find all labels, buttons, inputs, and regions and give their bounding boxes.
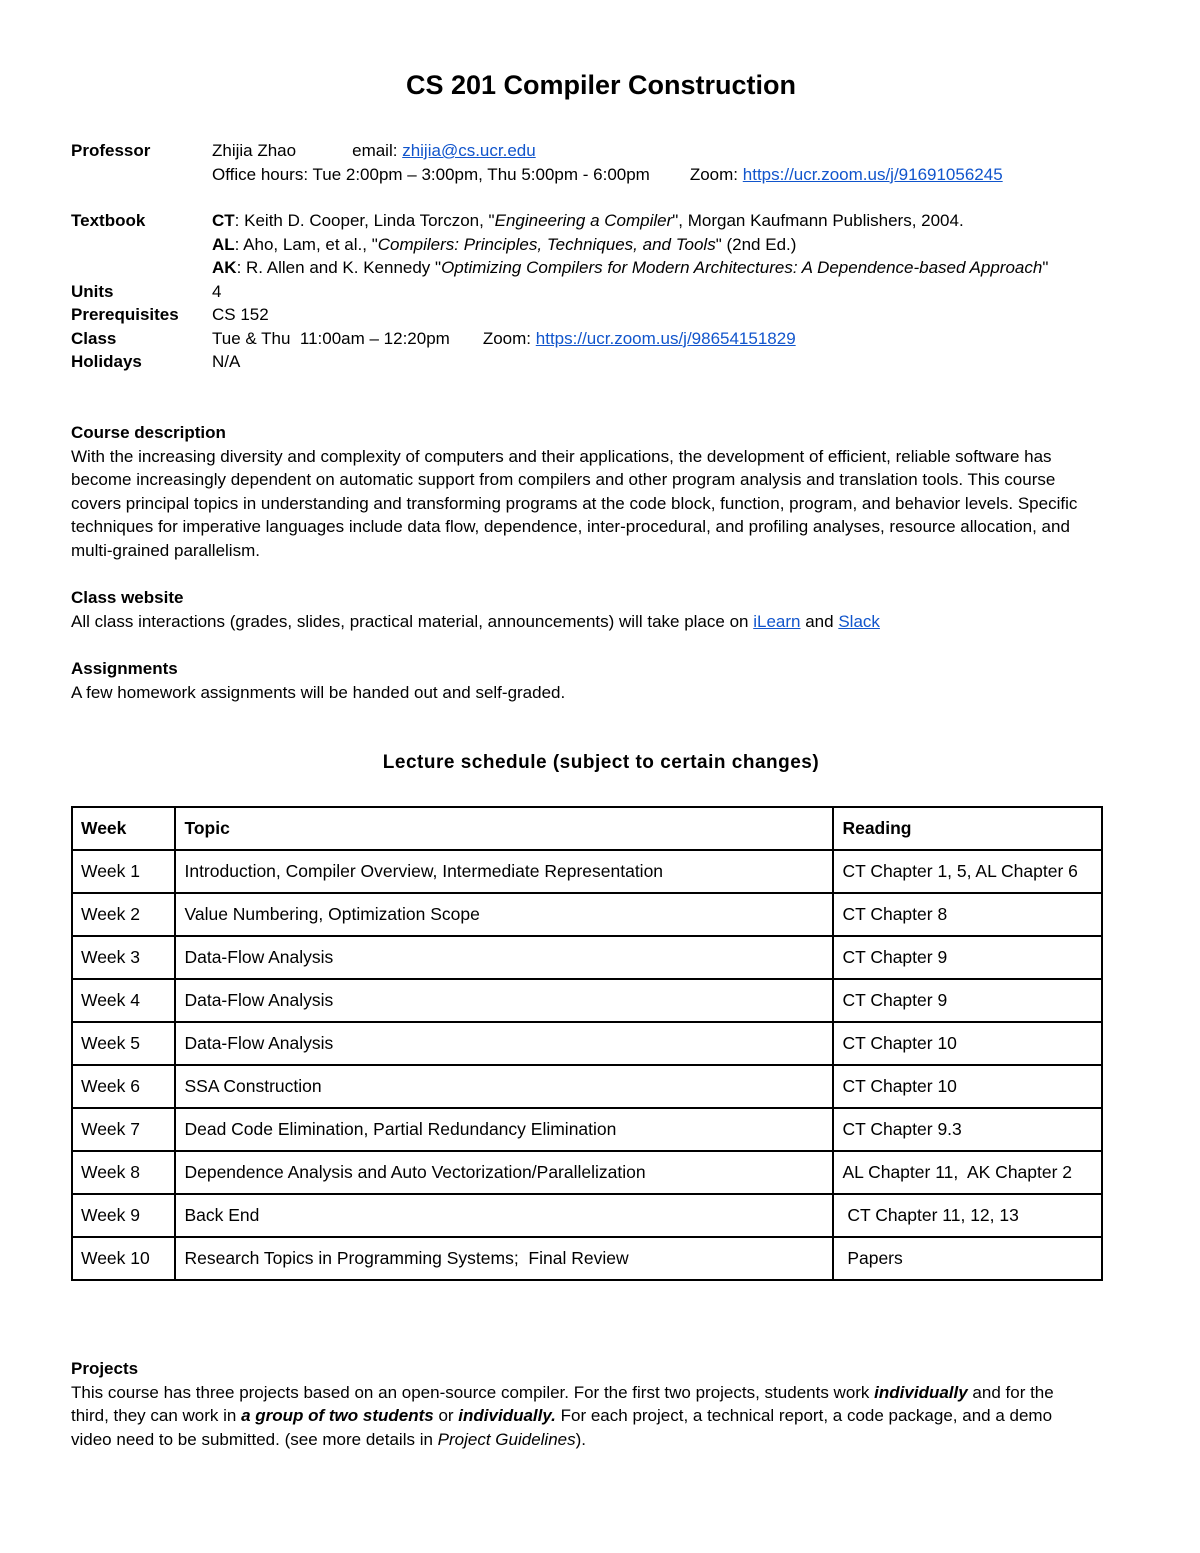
holidays-value: N/A — [212, 352, 241, 371]
class-website-section — [71, 586, 1121, 633]
textbook-ct-publisher: ", Morgan Kaufmann Publishers, 2004. — [672, 211, 964, 230]
projects-line-3 — [71, 1428, 1111, 1452]
schedule-table — [71, 806, 1103, 1281]
table-row — [72, 893, 1102, 936]
projects-emphasis: a group of two students — [241, 1406, 434, 1425]
class-label: Class — [71, 328, 117, 348]
project-guidelines-ref: Project Guidelines — [437, 1429, 576, 1449]
textbook-ct-authors: : Keith D. Cooper, Linda Torczon, " — [234, 211, 495, 230]
projects-text: This course has three projects based on an open-source compiler. For the first two projects, students work — [71, 1382, 875, 1402]
textbook-label: Textbook — [71, 211, 146, 230]
textbook-al-edition: " (2nd Ed.) — [715, 234, 797, 254]
reading-cell: CT Chapter 9 — [833, 979, 1102, 1022]
office-hours-zoom-link[interactable]: https://ucr.zoom.us/j/91691056245 — [742, 164, 1003, 184]
textbook-ak-row — [71, 256, 1131, 280]
holidays-label: Holidays — [71, 352, 142, 371]
textbook-ak-title: Optimizing Compilers for Modern Architectures: A Dependence-based Approach — [441, 258, 1043, 277]
assignments-text: A few homework assignments will be handed out and self-graded. — [71, 682, 566, 702]
topic-cell: Dependence Analysis and Auto Vectorization/Parallelization — [175, 1151, 833, 1194]
class-website-text: All class interactions (grades, slides, practical material, announcements) will take place on — [71, 611, 749, 631]
course-description-line: With the increasing diversity and complexity of computers and their applications, the development of efficient, reliable software has — [71, 446, 1052, 466]
textbook-ct-code: CT — [212, 211, 235, 230]
holidays-row — [71, 350, 1131, 374]
table-row — [72, 936, 1102, 979]
table-row — [72, 1237, 1102, 1280]
column-header-week: Week — [72, 807, 175, 850]
reading-cell: CT Chapter 8 — [833, 893, 1102, 936]
page-title: CS 201 Compiler Construction — [405, 70, 797, 100]
projects-text: and for the — [967, 1382, 1054, 1402]
textbook-al-code: AL — [212, 234, 235, 254]
reading-cell: Papers — [833, 1237, 1102, 1280]
units-row — [71, 280, 1131, 304]
topic-cell: Data-Flow Analysis — [175, 979, 833, 1022]
topic-cell: Data-Flow Analysis — [175, 936, 833, 979]
schedule-header-row — [72, 807, 1102, 850]
reading-cell: CT Chapter 1, 5, AL Chapter 6 — [833, 850, 1102, 893]
units-value: 4 — [212, 281, 222, 301]
reading-cell: CT Chapter 10 — [833, 1022, 1102, 1065]
zoom-label: Zoom: — [689, 164, 739, 184]
week-cell: Week 8 — [72, 1151, 175, 1194]
office-hours: Office hours: Tue 2:00pm – 3:00pm, Thu 5:00pm - 6:00pm — [212, 164, 650, 184]
course-description-line: become increasingly dependent on automatic support from compilers and other program analysis and translation tools. This course — [71, 470, 1056, 489]
topic-cell: Back End — [175, 1194, 833, 1237]
textbook-al-title: Compilers: Principles, Techniques, and Tools — [377, 234, 716, 254]
course-description-line: multi-grained parallelism. — [71, 540, 260, 560]
projects-text: ). — [575, 1429, 587, 1449]
email-label: email: — [352, 141, 398, 160]
projects-text: video need to be submitted. (see more details in — [71, 1429, 438, 1449]
table-row — [72, 850, 1102, 893]
textbook-ak-authors: : R. Allen and K. Kennedy " — [236, 258, 442, 277]
projects-text: or — [433, 1406, 459, 1425]
projects-emphasis: individually — [874, 1382, 968, 1402]
course-description-line: covers principal topics in understanding and transforming programs at the code block, function, program, and behavior levels. Specific — [71, 493, 1078, 513]
class-website-heading: Class website — [71, 588, 184, 607]
textbook-ak-code: AK — [212, 258, 237, 277]
schedule-body — [72, 850, 1102, 1280]
email-link[interactable]: zhijia@cs.ucr.edu — [402, 141, 536, 160]
slack-link[interactable]: Slack — [838, 611, 880, 631]
professor-name: Zhijia Zhao — [212, 141, 297, 160]
course-description-heading: Course description — [71, 423, 226, 442]
reading-cell: CT Chapter 9 — [833, 936, 1102, 979]
prerequisites-row — [71, 303, 1131, 327]
projects-line-2 — [71, 1404, 1111, 1428]
prerequisites-label: Prerequisites — [71, 305, 179, 324]
topic-cell: Introduction, Compiler Overview, Intermediate Representation — [175, 850, 833, 893]
topic-cell: Dead Code Elimination, Partial Redundancy Elimination — [175, 1108, 833, 1151]
week-cell: Week 10 — [72, 1237, 175, 1280]
topic-cell: Data-Flow Analysis — [175, 1022, 833, 1065]
table-row — [72, 1022, 1102, 1065]
reading-cell: CT Chapter 11, 12, 13 — [833, 1194, 1102, 1237]
table-row — [72, 1108, 1102, 1151]
professor-row — [71, 139, 1131, 163]
projects-section — [71, 1357, 1111, 1451]
column-header-reading: Reading — [833, 807, 1102, 850]
textbook-ct-row — [71, 209, 1131, 233]
class-zoom-link[interactable]: https://ucr.zoom.us/j/98654151829 — [535, 328, 796, 348]
units-label: Units — [71, 281, 114, 301]
class-website-and: and — [805, 611, 834, 631]
reading-cell: CT Chapter 10 — [833, 1065, 1102, 1108]
column-header-topic: Topic — [175, 807, 833, 850]
textbook-al-authors: : Aho, Lam, et al., " — [234, 234, 378, 254]
projects-line-1 — [71, 1381, 1111, 1405]
projects-text: For each project, a technical report, a code package, and a demo — [555, 1406, 1053, 1425]
week-cell: Week 4 — [72, 979, 175, 1022]
projects-emphasis: individually. — [458, 1406, 556, 1425]
textbook-ct-title: Engineering a Compiler — [494, 211, 673, 230]
week-cell: Week 1 — [72, 850, 175, 893]
course-description-line: techniques for imperative languages include data flow, dependence, inter-procedural, and profiling analyses, resource allocation, and — [71, 517, 1070, 536]
projects-heading: Projects — [71, 1359, 139, 1378]
assignments-section — [71, 657, 1121, 704]
topic-cell: Value Numbering, Optimization Scope — [175, 893, 833, 936]
assignments-heading: Assignments — [71, 659, 178, 678]
reading-cell: CT Chapter 9.3 — [833, 1108, 1102, 1151]
projects-text: third, they can work in — [71, 1406, 242, 1425]
class-zoom-label: Zoom: — [482, 328, 532, 348]
week-cell: Week 5 — [72, 1022, 175, 1065]
ilearn-link[interactable]: iLearn — [753, 611, 801, 631]
course-description-section — [71, 421, 1121, 562]
prerequisites-value: CS 152 — [212, 305, 269, 324]
week-cell: Week 3 — [72, 936, 175, 979]
topic-cell: Research Topics in Programming Systems; Final Review — [175, 1237, 833, 1280]
professor-label: Professor — [71, 141, 151, 160]
class-row — [71, 327, 1131, 351]
class-time: Tue & Thu 11:00am – 12:20pm — [212, 328, 450, 348]
week-cell: Week 9 — [72, 1194, 175, 1237]
schedule-title: Lecture schedule (subject to certain changes) — [382, 752, 820, 773]
week-cell: Week 7 — [72, 1108, 175, 1151]
table-row — [72, 979, 1102, 1022]
table-row — [72, 1151, 1102, 1194]
week-cell: Week 2 — [72, 893, 175, 936]
textbook-ak-quote: " — [1042, 258, 1049, 277]
textbook-al-row — [71, 233, 1131, 257]
office-hours-row — [71, 163, 1131, 187]
week-cell: Week 6 — [72, 1065, 175, 1108]
reading-cell: AL Chapter 11, AK Chapter 2 — [833, 1151, 1102, 1194]
table-row — [72, 1194, 1102, 1237]
topic-cell: SSA Construction — [175, 1065, 833, 1108]
table-row — [72, 1065, 1102, 1108]
course-info — [71, 139, 1131, 374]
